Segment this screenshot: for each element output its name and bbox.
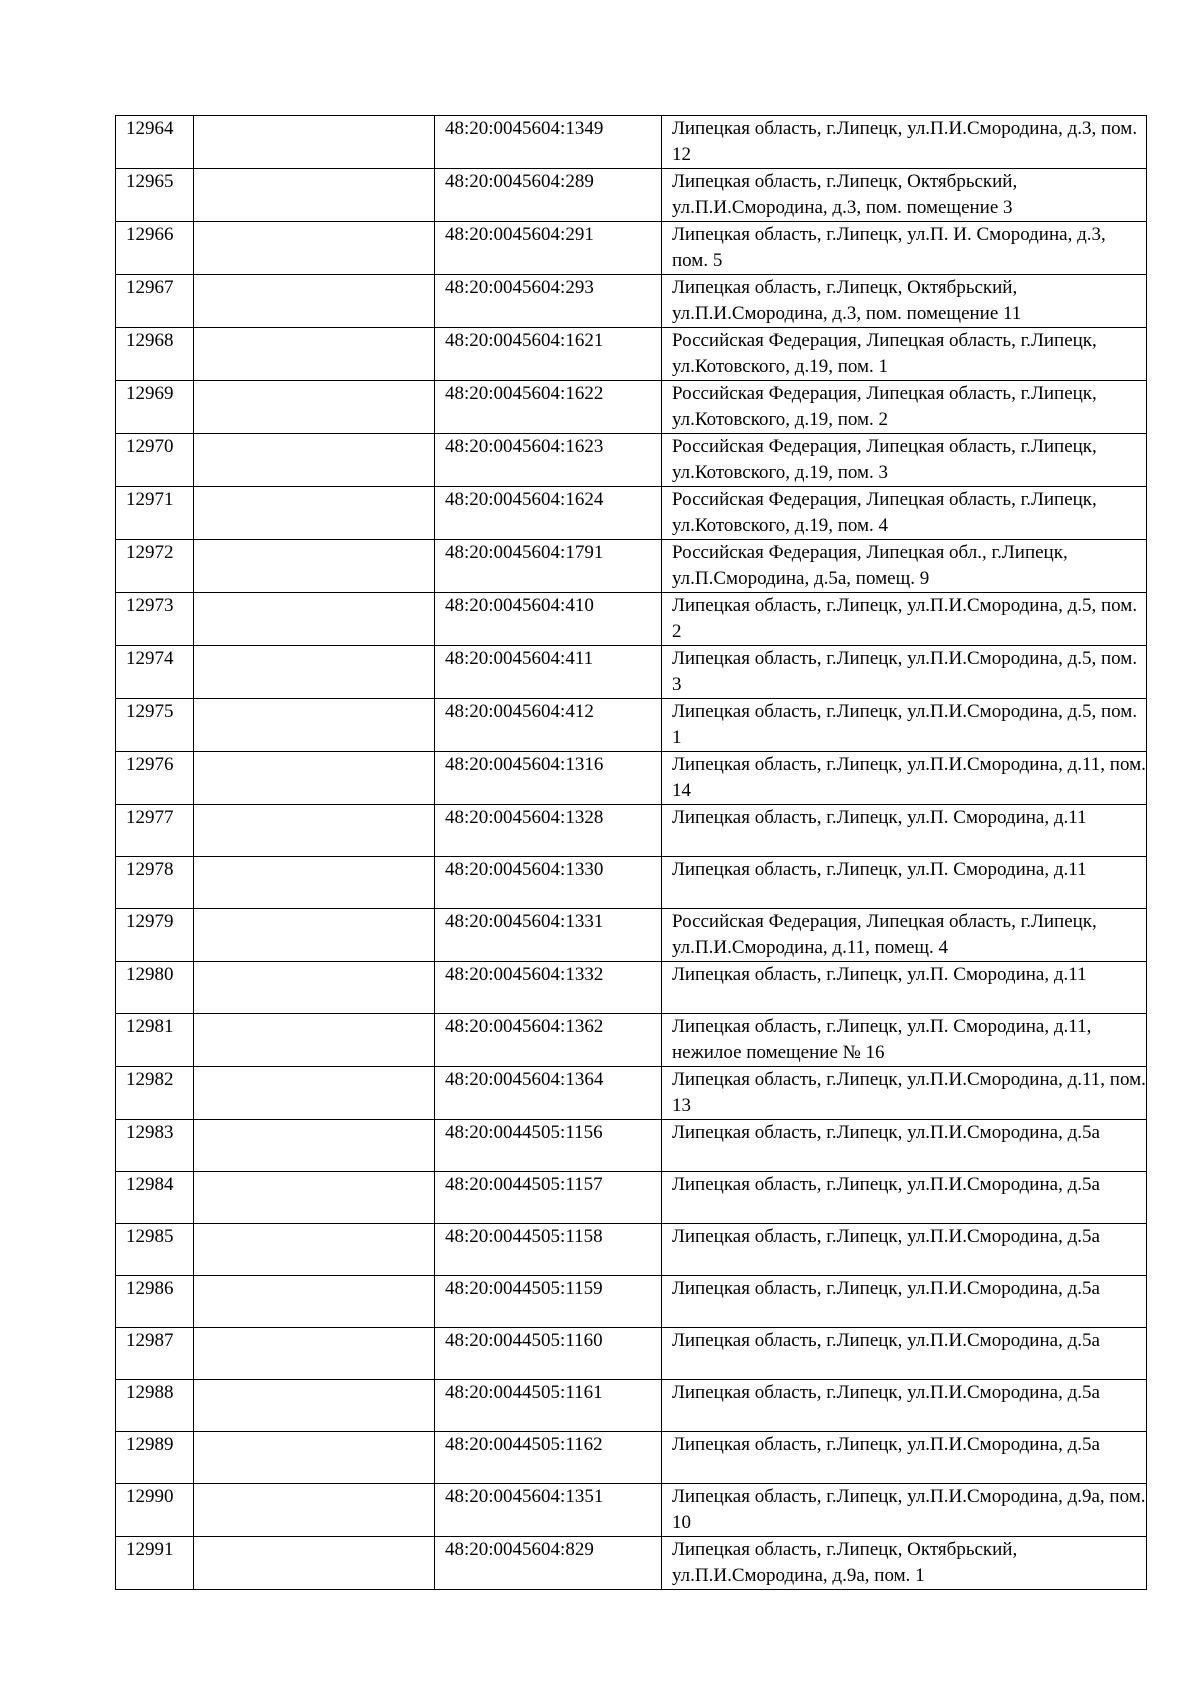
row-number-cell: 12984 bbox=[116, 1172, 194, 1224]
row-number-cell: 12965 bbox=[116, 169, 194, 222]
row-empty-cell bbox=[194, 169, 435, 222]
address-cell: Липецкая область, г.Липецк, ул.П.И.Смородина, д.5а bbox=[662, 1380, 1147, 1432]
cadastral-number-cell: 48:20:0045604:293 bbox=[435, 275, 662, 328]
row-empty-cell bbox=[194, 1120, 435, 1172]
cadastral-number-cell: 48:20:0044505:1162 bbox=[435, 1432, 662, 1484]
cadastral-number-cell: 48:20:0044505:1160 bbox=[435, 1328, 662, 1380]
address-cell: Липецкая область, г.Липецк, ул.П.И.Смородина, д.5а bbox=[662, 1432, 1147, 1484]
row-number-cell: 12983 bbox=[116, 1120, 194, 1172]
table-row bbox=[116, 1067, 1147, 1120]
cadastral-number-cell: 48:20:0045604:1331 bbox=[435, 909, 662, 962]
address-cell: Российская Федерация, Липецкая обл., г.Липецк, ул.П.Смородина, д.5а, помещ. 9 bbox=[662, 540, 1147, 593]
address-cell: Российская Федерация, Липецкая область, г.Липецк, ул.Котовского, д.19, пом. 4 bbox=[662, 487, 1147, 540]
address-cell: Липецкая область, г.Липецк, ул.П.И.Смородина, д.5а bbox=[662, 1276, 1147, 1328]
table-row bbox=[116, 328, 1147, 381]
table-row bbox=[116, 169, 1147, 222]
table-row bbox=[116, 434, 1147, 487]
row-empty-cell bbox=[194, 805, 435, 857]
row-number-cell: 12976 bbox=[116, 752, 194, 805]
address-cell: Липецкая область, г.Липецк, ул.П.И.Смородина, д.11, пом. 13 bbox=[662, 1067, 1147, 1120]
row-empty-cell bbox=[194, 962, 435, 1014]
table-row bbox=[116, 540, 1147, 593]
table-row bbox=[116, 857, 1147, 909]
cadastral-number-cell: 48:20:0045604:1622 bbox=[435, 381, 662, 434]
cadastral-number-cell: 48:20:0045604:1316 bbox=[435, 752, 662, 805]
row-number-cell: 12991 bbox=[116, 1537, 194, 1590]
row-empty-cell bbox=[194, 487, 435, 540]
row-number-cell: 12980 bbox=[116, 962, 194, 1014]
row-empty-cell bbox=[194, 1224, 435, 1276]
cadastral-number-cell: 48:20:0044505:1161 bbox=[435, 1380, 662, 1432]
address-cell: Липецкая область, г.Липецк, ул.П. Смородина, д.11 bbox=[662, 962, 1147, 1014]
row-empty-cell bbox=[194, 222, 435, 275]
address-cell: Липецкая область, г.Липецк, ул.П.И.Смородина, д.5, пом. 3 bbox=[662, 646, 1147, 699]
row-number-cell: 12966 bbox=[116, 222, 194, 275]
cadastral-number-cell: 48:20:0044505:1159 bbox=[435, 1276, 662, 1328]
cadastral-number-cell: 48:20:0045604:1349 bbox=[435, 116, 662, 169]
row-empty-cell bbox=[194, 857, 435, 909]
address-cell: Липецкая область, г.Липецк, ул.П.И.Смородина, д.5а bbox=[662, 1224, 1147, 1276]
row-number-cell: 12990 bbox=[116, 1484, 194, 1537]
address-cell: Липецкая область, г.Липецк, Октябрьский, ул.П.И.Смородина, д.9а, пом. 1 bbox=[662, 1537, 1147, 1590]
row-empty-cell bbox=[194, 116, 435, 169]
row-empty-cell bbox=[194, 752, 435, 805]
row-empty-cell bbox=[194, 1172, 435, 1224]
row-empty-cell bbox=[194, 381, 435, 434]
row-number-cell: 12981 bbox=[116, 1014, 194, 1067]
row-number-cell: 12967 bbox=[116, 275, 194, 328]
address-cell: Липецкая область, г.Липецк, Октябрьский, ул.П.И.Смородина, д.3, пом. помещение 11 bbox=[662, 275, 1147, 328]
cadastral-number-cell: 48:20:0045604:1624 bbox=[435, 487, 662, 540]
cadastral-number-cell: 48:20:0045604:1351 bbox=[435, 1484, 662, 1537]
registry-table-body bbox=[116, 116, 1147, 1590]
row-number-cell: 12972 bbox=[116, 540, 194, 593]
address-cell: Липецкая область, г.Липецк, ул.П.И.Смородина, д.9а, пом. 10 bbox=[662, 1484, 1147, 1537]
table-row bbox=[116, 1172, 1147, 1224]
row-empty-cell bbox=[194, 540, 435, 593]
row-number-cell: 12978 bbox=[116, 857, 194, 909]
table-row bbox=[116, 1484, 1147, 1537]
table-row bbox=[116, 1432, 1147, 1484]
row-empty-cell bbox=[194, 909, 435, 962]
table-row bbox=[116, 1276, 1147, 1328]
row-empty-cell bbox=[194, 434, 435, 487]
cadastral-number-cell: 48:20:0045604:1621 bbox=[435, 328, 662, 381]
row-empty-cell bbox=[194, 1014, 435, 1067]
row-empty-cell bbox=[194, 1328, 435, 1380]
row-number-cell: 12988 bbox=[116, 1380, 194, 1432]
table-row bbox=[116, 1014, 1147, 1067]
row-empty-cell bbox=[194, 1276, 435, 1328]
row-number-cell: 12973 bbox=[116, 593, 194, 646]
table-row bbox=[116, 116, 1147, 169]
row-empty-cell bbox=[194, 1432, 435, 1484]
row-empty-cell bbox=[194, 1537, 435, 1590]
cadastral-number-cell: 48:20:0045604:1328 bbox=[435, 805, 662, 857]
row-number-cell: 12968 bbox=[116, 328, 194, 381]
address-cell: Липецкая область, г.Липецк, ул.П.И.Смородина, д.5, пом. 2 bbox=[662, 593, 1147, 646]
table-row bbox=[116, 805, 1147, 857]
table-row bbox=[116, 699, 1147, 752]
row-number-cell: 12975 bbox=[116, 699, 194, 752]
table-row bbox=[116, 646, 1147, 699]
row-number-cell: 12977 bbox=[116, 805, 194, 857]
row-number-cell: 12969 bbox=[116, 381, 194, 434]
row-empty-cell bbox=[194, 1067, 435, 1120]
table-row bbox=[116, 909, 1147, 962]
row-number-cell: 12970 bbox=[116, 434, 194, 487]
row-number-cell: 12989 bbox=[116, 1432, 194, 1484]
cadastral-number-cell: 48:20:0045604:412 bbox=[435, 699, 662, 752]
row-empty-cell bbox=[194, 593, 435, 646]
row-empty-cell bbox=[194, 646, 435, 699]
address-cell: Липецкая область, г.Липецк, ул.П.И.Смородина, д.3, пом. 12 bbox=[662, 116, 1147, 169]
address-cell: Российская Федерация, Липецкая область, г.Липецк, ул.Котовского, д.19, пом. 2 bbox=[662, 381, 1147, 434]
address-cell: Российская Федерация, Липецкая область, г.Липецк, ул.Котовского, д.19, пом. 1 bbox=[662, 328, 1147, 381]
row-number-cell: 12964 bbox=[116, 116, 194, 169]
address-cell: Липецкая область, г.Липецк, Октябрьский, ул.П.И.Смородина, д.3, пом. помещение 3 bbox=[662, 169, 1147, 222]
cadastral-number-cell: 48:20:0045604:1791 bbox=[435, 540, 662, 593]
cadastral-number-cell: 48:20:0044505:1158 bbox=[435, 1224, 662, 1276]
table-row bbox=[116, 1537, 1147, 1590]
table-row bbox=[116, 962, 1147, 1014]
cadastral-number-cell: 48:20:0045604:1364 bbox=[435, 1067, 662, 1120]
address-cell: Липецкая область, г.Липецк, ул.П.И.Смородина, д.5а bbox=[662, 1120, 1147, 1172]
address-cell: Липецкая область, г.Липецк, ул.П. Смородина, д.11 bbox=[662, 857, 1147, 909]
table-row bbox=[116, 752, 1147, 805]
cadastral-number-cell: 48:20:0045604:1623 bbox=[435, 434, 662, 487]
table-row bbox=[116, 381, 1147, 434]
row-number-cell: 12971 bbox=[116, 487, 194, 540]
cadastral-number-cell: 48:20:0045604:411 bbox=[435, 646, 662, 699]
cadastral-number-cell: 48:20:0045604:1362 bbox=[435, 1014, 662, 1067]
cadastral-number-cell: 48:20:0045604:291 bbox=[435, 222, 662, 275]
table-row bbox=[116, 593, 1147, 646]
address-cell: Липецкая область, г.Липецк, ул.П. Смородина, д.11, нежилое помещение № 16 bbox=[662, 1014, 1147, 1067]
table-row bbox=[116, 1120, 1147, 1172]
row-number-cell: 12986 bbox=[116, 1276, 194, 1328]
table-row bbox=[116, 1380, 1147, 1432]
row-number-cell: 12974 bbox=[116, 646, 194, 699]
row-empty-cell bbox=[194, 328, 435, 381]
address-cell: Липецкая область, г.Липецк, ул.П.И.Смородина, д.11, пом. 14 bbox=[662, 752, 1147, 805]
address-cell: Липецкая область, г.Липецк, ул.П. И. Смородина, д.3, пом. 5 bbox=[662, 222, 1147, 275]
cadastral-number-cell: 48:20:0045604:410 bbox=[435, 593, 662, 646]
cadastral-number-cell: 48:20:0044505:1157 bbox=[435, 1172, 662, 1224]
address-cell: Российская Федерация, Липецкая область, г.Липецк, ул.Котовского, д.19, пом. 3 bbox=[662, 434, 1147, 487]
row-number-cell: 12979 bbox=[116, 909, 194, 962]
table-row bbox=[116, 1224, 1147, 1276]
table-row bbox=[116, 222, 1147, 275]
table-row bbox=[116, 1328, 1147, 1380]
cadastral-number-cell: 48:20:0045604:289 bbox=[435, 169, 662, 222]
row-empty-cell bbox=[194, 1484, 435, 1537]
address-cell: Липецкая область, г.Липецк, ул.П.И.Смородина, д.5а bbox=[662, 1328, 1147, 1380]
table-row bbox=[116, 275, 1147, 328]
cadastral-number-cell: 48:20:0045604:829 bbox=[435, 1537, 662, 1590]
property-registry-table bbox=[115, 115, 1147, 1590]
row-number-cell: 12982 bbox=[116, 1067, 194, 1120]
address-cell: Российская Федерация, Липецкая область, г.Липецк, ул.П.И.Смородина, д.11, помещ. 4 bbox=[662, 909, 1147, 962]
row-empty-cell bbox=[194, 1380, 435, 1432]
address-cell: Липецкая область, г.Липецк, ул.П. Смородина, д.11 bbox=[662, 805, 1147, 857]
address-cell: Липецкая область, г.Липецк, ул.П.И.Смородина, д.5, пом. 1 bbox=[662, 699, 1147, 752]
table-row bbox=[116, 487, 1147, 540]
row-number-cell: 12985 bbox=[116, 1224, 194, 1276]
cadastral-number-cell: 48:20:0045604:1332 bbox=[435, 962, 662, 1014]
row-empty-cell bbox=[194, 275, 435, 328]
row-empty-cell bbox=[194, 699, 435, 752]
row-number-cell: 12987 bbox=[116, 1328, 194, 1380]
cadastral-number-cell: 48:20:0045604:1330 bbox=[435, 857, 662, 909]
address-cell: Липецкая область, г.Липецк, ул.П.И.Смородина, д.5а bbox=[662, 1172, 1147, 1224]
cadastral-number-cell: 48:20:0044505:1156 bbox=[435, 1120, 662, 1172]
